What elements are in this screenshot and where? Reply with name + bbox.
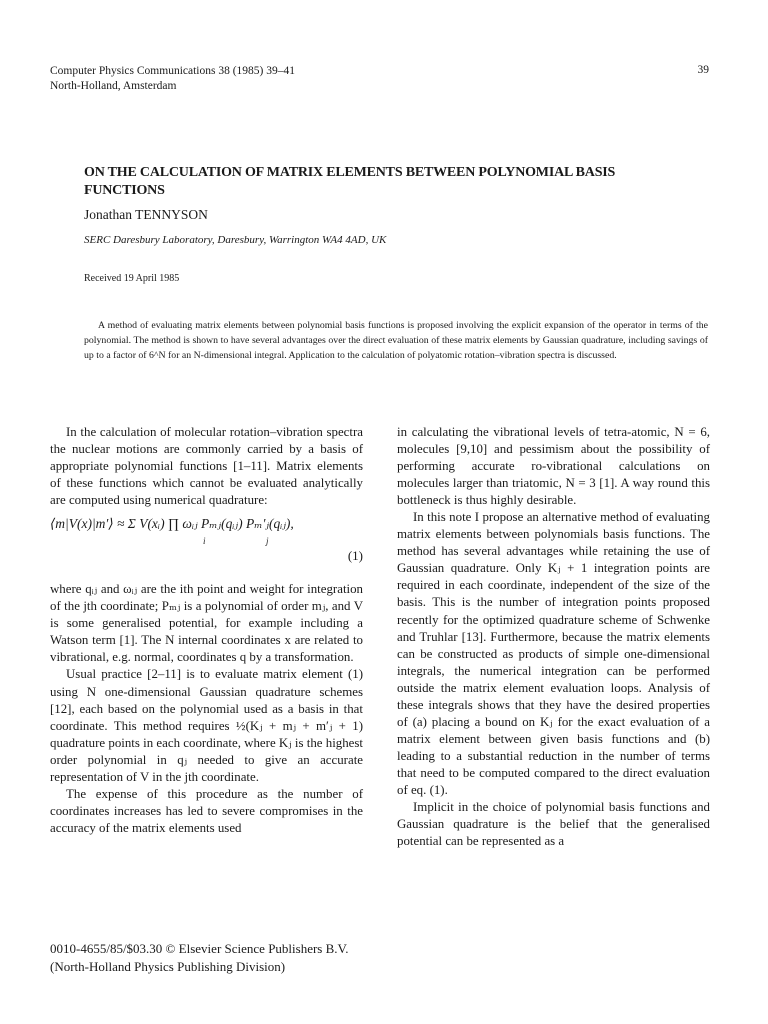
paragraph: in calculating the vibrational levels of tetra-atomic, N = 6, molecules [9,10] and pessimism about the possibility of performing accurate ro-vibrational calculations on molecules larger than triatomic, N = 3 [1]. A way round this bottleneck is thus highly desirable. [397,425,710,508]
journal-citation [50,64,295,94]
abstract: A method of evaluating matrix elements between polynomial basis functions is proposed involving the explicit expansion of the operator in terms of the polynomial. The method is shown to have several advantages over the direct evaluation of these matrix elements by Gaussian quadrature, including savings of up to a factor of 6^N for an N-dimensional integral. Application to the calculation of polyatomic rotation–vibration spectra is discussed. [84,320,708,361]
paragraph: In the calculation of molecular rotation–vibration spectra the nuclear motions are commonly carried by a basis of appropriate polynomial functions [1–11]. Matrix elements of these functions which cannot be evaluated analytically are computed using numerical quadrature: [50,425,363,508]
author-affiliation: SERC Daresbury Laboratory, Daresbury, Warrington WA4 4AD, UK [84,234,387,246]
product-index: j [266,536,269,547]
paragraph: where qᵢⱼ and ωᵢⱼ are the ith point and weight for integration of the jth coordinate; Pₘⱼ is a polynomial of order mⱼ, and V is some generalised potential, for example including a Watson term [1]. The N internal coordinates x are related to vibrational, e.g. normal, coordinates q by a transformation. [50,582,363,665]
copyright-line: 0010-4655/85/$03.30 © Elsevier Science Publishers B.V. [50,941,349,956]
article-title: ON THE CALCULATION OF MATRIX ELEMENTS BETWEEN POLYNOMIAL BASIS FUNCTIONS [84,165,616,198]
sum-index: i [203,536,206,547]
left-column [50,424,363,837]
page-number: 39 [697,64,709,76]
paragraph: Implicit in the choice of polynomial basis functions and Gaussian quadrature is the belief that the generalised potential can be represented as a [397,800,710,849]
publisher-division: (North-Holland Physics Publishing Division) [50,959,286,974]
journal-line-1: Computer Physics Communications 38 (1985) 39–41 [50,65,296,77]
journal-line-2: North-Holland, Amsterdam [50,80,177,92]
equation-formula: ⟨m|V(x)|m′⟩ ≈ Σ V(xᵢ) ∏ ωᵢⱼ Pₘⱼ(qᵢⱼ) Pₘ′ⱼ(qᵢⱼ), [50,516,294,532]
paragraph: Usual practice [2–11] is to evaluate matrix element (1) using N one-dimensional Gaussian quadrature schemes [12], each based on the polynomial used as a basis in that coordinate. This method requires ½(Kⱼ + mⱼ + m′ⱼ + 1) quadrature points in each coordinate, where Kⱼ is the highest order polynomial in qⱼ needed to give an accurate representation of V in the jth coordinate. [50,667,363,784]
author-name: Jonathan TENNYSON [84,207,208,222]
paragraph: In this note I propose an alternative method of evaluating matrix elements between polynomials basis functions. The method has several advantages while retaining the use of Gaussian quadrature. Only Kⱼ + 1 integration points are required in each coordinate, independent of the size of the basis. This is the number of integration points proposed recently for the optimized quadrature scheme of Schwenke and Truhlar [13]. Furthermore, because the matrix elements can be constructed as products of simple one-dimensional integrals, the numerical integration can be performed outside the matrix element evaluation loops. Analysis of these integrals shows that they have the desired properties of (a) placing a bound on Kⱼ for the exact evaluation of a matrix element between given basis functions and (b) leading to a substantial reduction in the number of terms that need to be computed compared to the direct evaluation of eq. (1). [397,510,710,797]
copyright-footer [50,940,349,976]
paragraph: The expense of this procedure as the number of coordinates increases has led to severe compromises in the accuracy of the matrix elements used [50,786,363,835]
received-date: Received 19 April 1985 [84,273,180,284]
equation-number: (1) [347,548,363,564]
right-column [397,424,710,850]
equation-1 [50,511,363,575]
